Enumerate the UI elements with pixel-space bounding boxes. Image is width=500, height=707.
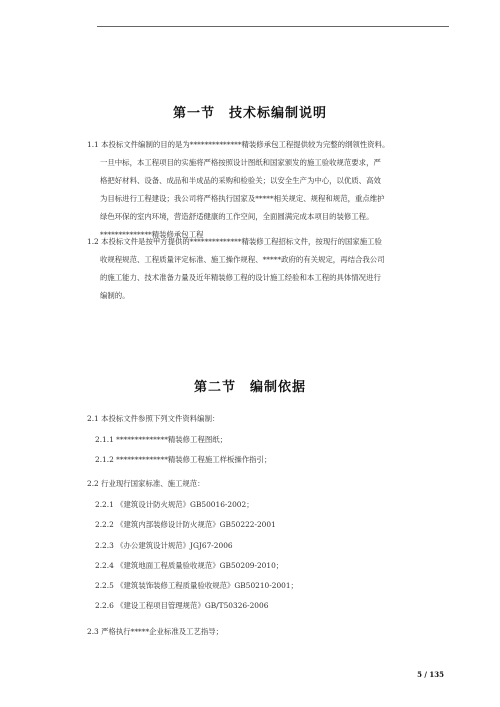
para-1-2-line: 1.2 本投标文件是按甲方提供的**************精装修工程招标文件，按现行的国家施工验 xyxy=(87,237,382,246)
para-1-2-line: 的施工能力、技术准备力量及近年精装修工程的设计施工经验和本工程的具体情况进行 xyxy=(100,273,381,282)
para-1-2-line: 编制的。 xyxy=(100,291,130,300)
list-item-2-2-4: 2.2.4 《建筑地面工程质量验收规范》GB50209-2010； xyxy=(95,561,284,570)
para-1-1-line: 绿色环保的室内环境，营造舒适健康的工作空间，全面圆满完成本项目的装修工程。 xyxy=(100,212,374,221)
page-number: 5 / 135 xyxy=(417,670,444,679)
list-item-2-2-2: 2.2.2 《建筑内部装修设计防火规范》GB50222-2001 xyxy=(95,520,276,529)
section-1-title xyxy=(0,102,500,121)
para-1-1-line: 1.1 本投标文件编制的目的是为**************精装修承包工程提供较为完整的纲领性资料。 xyxy=(87,140,390,149)
list-item-2-2-5: 2.2.5 《建筑装饰装修工程质量验收规范》GB50210-2001； xyxy=(95,581,298,590)
para-1-1-line: **************精装修承包工程 xyxy=(100,230,204,239)
section-2-heading-text: 编制依据 xyxy=(250,380,307,395)
para-1-1-line: 格把好材料、设备、成品和半成品的采购和检验关；以安全生产为中心，以优质、高效 xyxy=(100,176,381,185)
para-1-2-line: 收规程规范、工程质量评定标准、施工操作规程、*****政府的有关规定，再结合我公司 xyxy=(100,255,385,264)
paragraph-1-2 xyxy=(87,233,447,305)
section-2-title xyxy=(0,376,500,395)
list-item-2-3: 2.3 严格执行*****企业标准及工艺指导； xyxy=(87,627,224,636)
header-rule xyxy=(97,26,449,27)
para-1-1-line: 一旦中标，本工程项目的实施将严格按照设计图纸和国家颁发的施工验收规范要求，严 xyxy=(100,158,381,167)
list-item-2-2: 2.2 行业现行国家标准、施工规范： xyxy=(87,479,205,488)
list-item-2-2-6: 2.2.6 《建设工程项目管理规范》GB/T50326-2006 xyxy=(95,601,269,610)
list-item-2-2-1: 2.2.1 《建筑设计防火规范》GB50016-2002； xyxy=(95,500,254,509)
list-item-2-1-1: 2.1.1 **************精装修工程图纸； xyxy=(95,435,228,444)
list-item-2-1-2: 2.1.2 **************精装修工程施工样板操作指引； xyxy=(95,455,272,464)
section-2-number: 第二节 xyxy=(193,380,236,395)
section-1-number: 第一节 xyxy=(172,106,215,121)
list-item-2-1: 2.1 本投标文件参照下列文件资料编制： xyxy=(87,414,220,423)
section-1-heading-text: 技术标编制说明 xyxy=(229,106,328,121)
para-1-1-line: 为目标进行工程建设；我公司将严格执行国家及*****相关规定、规程和规范，重点维护 xyxy=(100,194,385,203)
list-item-2-2-3: 2.2.3 《办公建筑设计规范》JGJ67-2006 xyxy=(95,541,233,550)
paragraph-1-1 xyxy=(87,136,447,244)
